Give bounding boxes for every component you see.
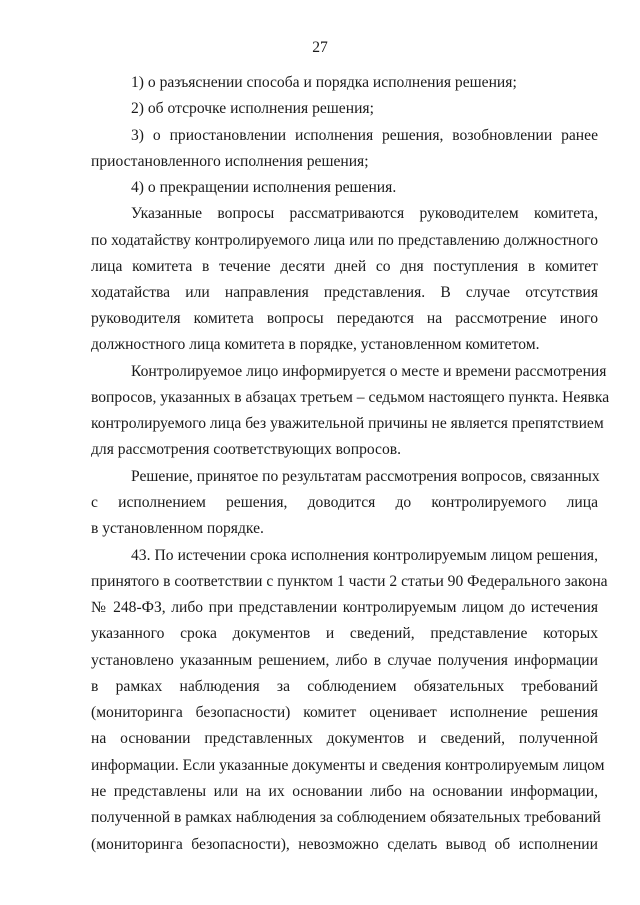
text-line: 43. По истечении срока исполнения контролируемым лицом решения, [131, 547, 598, 564]
text-line: в установленном порядке. [91, 520, 264, 537]
text-line: информации. Если указанные документы и сведения контролируемым лицом [91, 757, 605, 774]
text-line: Контролируемое лицо информируется о месте и времени рассмотрения [131, 363, 607, 380]
text-line: Указанные вопросы рассматриваются руководителем комитета, [131, 205, 598, 222]
text-line: 2) об отсрочке исполнения решения; [131, 100, 374, 117]
text-line: (мониторинга безопасности), невозможно сделать вывод об исполнении [91, 836, 598, 853]
text-line: руководителя комитета вопросы передаются на рассмотрение иного [91, 310, 598, 327]
text-line: приостановленного исполнения решения; [91, 153, 369, 170]
text-line: № 248-ФЗ, либо при представлении контролируемым лицом до истечения [91, 599, 598, 616]
text-line: принятого в соответствии с пунктом 1 части 2 статьи 90 Федерального закона [91, 573, 608, 590]
text-line: (мониторинга безопасности) комитет оценивает исполнение решения [91, 704, 598, 721]
text-line: с исполнением решения, доводится до контролируемого лица [91, 494, 598, 511]
text-line: вопросов, указанных в абзацах третьем – седьмом настоящего пункта. Неявка [91, 389, 610, 406]
text-line: лица комитета в течение десяти дней со дня поступления в комитет [91, 258, 598, 275]
text-line: по ходатайству контролируемого лица или по представлению должностного [91, 232, 598, 249]
text-line: 3) о приостановлении исполнения решения, возобновлении ранее [131, 127, 598, 144]
page-number: 27 [312, 39, 328, 56]
text-line: для рассмотрения соответствующих вопросов. [91, 441, 402, 458]
text-line: установлено указанным решением, либо в случае получения информации [91, 652, 598, 669]
text-line: 1) о разъяснении способа и порядка исполнения решения; [131, 74, 517, 91]
text-line: контролируемого лица без уважительной причины не является препятствием [91, 415, 604, 432]
text-line: указанного срока документов и сведений, представление которых [91, 625, 598, 642]
text-line: 4) о прекращении исполнения решения. [131, 179, 397, 196]
text-line: должностного лица комитета в порядке, установленном комитетом. [91, 336, 540, 353]
text-line: полученной в рамках наблюдения за соблюдением обязательных требований [91, 809, 601, 826]
text-line: на основании представленных документов и сведений, полученной [91, 730, 598, 747]
text-line: ходатайства или направления представления. В случае отсутствия [91, 284, 598, 301]
text-line: Решение, принятое по результатам рассмотрения вопросов, связанных [131, 468, 600, 485]
text-line: в рамках наблюдения за соблюдением обязательных требований [91, 678, 598, 695]
text-line: не представлены или на их основании либо на основании информации, [91, 783, 598, 800]
